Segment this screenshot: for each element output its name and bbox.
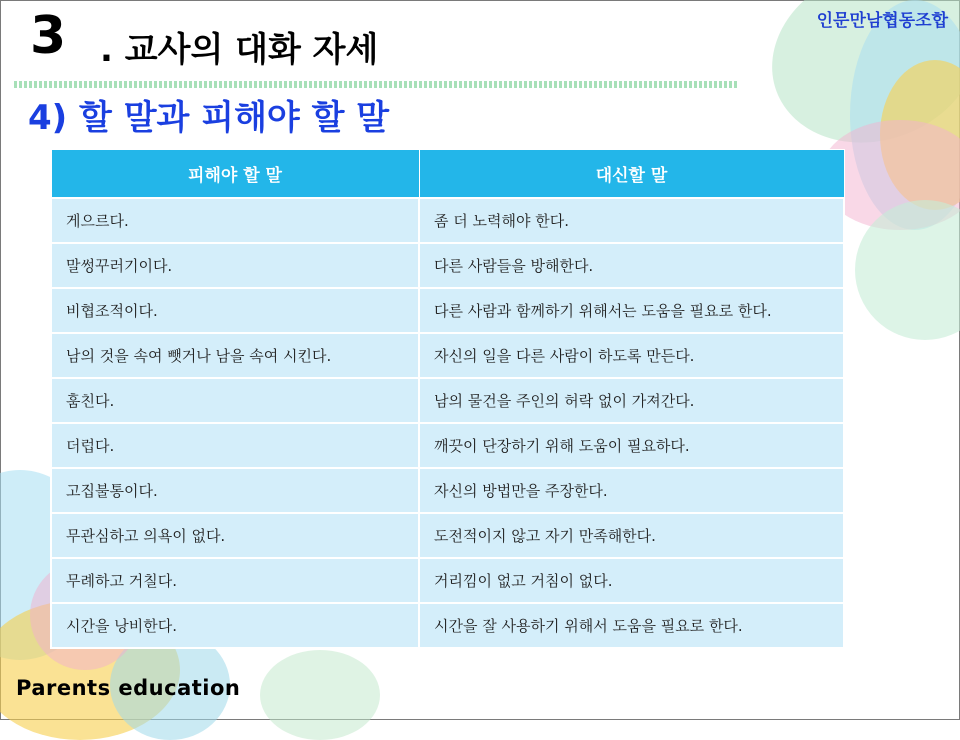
organization-name: 인문만남협동조합 bbox=[816, 11, 948, 31]
table-row bbox=[51, 423, 844, 468]
decorative-blob bbox=[260, 650, 380, 740]
table-row bbox=[51, 468, 844, 513]
table-row bbox=[51, 513, 844, 558]
page-subtitle: 4) 할 말과 피해야 할 말 bbox=[28, 98, 390, 138]
column-header-avoid: 피해야 할 말 bbox=[51, 150, 419, 199]
avoid-phrase-cell: 무관심하고 의욕이 없다. bbox=[51, 513, 419, 558]
page-title: . 교사의 대화 자세 bbox=[100, 30, 379, 70]
instead-phrase-cell: 자신의 일을 다른 사람이 하도록 만든다. bbox=[419, 333, 844, 378]
table-header-row bbox=[51, 150, 844, 199]
instead-phrase-cell: 남의 물건을 주인의 허락 없이 가져간다. bbox=[419, 378, 844, 423]
title-divider bbox=[14, 81, 738, 88]
avoid-phrase-cell: 훔친다. bbox=[51, 378, 419, 423]
instead-phrase-cell: 다른 사람들을 방해한다. bbox=[419, 243, 844, 288]
instead-phrase-cell: 좀 더 노력해야 한다. bbox=[419, 198, 844, 243]
avoid-phrase-cell: 비협조적이다. bbox=[51, 288, 419, 333]
table-row bbox=[51, 378, 844, 423]
table-row bbox=[51, 558, 844, 603]
avoid-phrase-cell: 게으르다. bbox=[51, 198, 419, 243]
instead-phrase-cell: 도전적이지 않고 자기 만족해한다. bbox=[419, 513, 844, 558]
table-row bbox=[51, 198, 844, 243]
instead-phrase-cell: 깨끗이 단장하기 위해 도움이 필요하다. bbox=[419, 423, 844, 468]
table-row bbox=[51, 333, 844, 378]
avoid-phrase-cell: 더럽다. bbox=[51, 423, 419, 468]
section-number: 3 bbox=[30, 6, 67, 66]
table-row bbox=[51, 243, 844, 288]
table-row bbox=[51, 603, 844, 648]
instead-phrase-cell: 자신의 방법만을 주장한다. bbox=[419, 468, 844, 513]
avoid-phrase-cell: 무례하고 거칠다. bbox=[51, 558, 419, 603]
avoid-phrase-cell: 말썽꾸러기이다. bbox=[51, 243, 419, 288]
table-row bbox=[51, 288, 844, 333]
column-header-instead: 대신할 말 bbox=[419, 150, 844, 199]
avoid-phrase-cell: 고집불통이다. bbox=[51, 468, 419, 513]
phrase-table bbox=[50, 149, 845, 649]
avoid-phrase-cell: 시간을 낭비한다. bbox=[51, 603, 419, 648]
instead-phrase-cell: 거리낌이 없고 거침이 없다. bbox=[419, 558, 844, 603]
instead-phrase-cell: 시간을 잘 사용하기 위해서 도움을 필요로 한다. bbox=[419, 603, 844, 648]
footer-label: Parents education bbox=[16, 676, 241, 700]
avoid-phrase-cell: 남의 것을 속여 뺏거나 남을 속여 시킨다. bbox=[51, 333, 419, 378]
instead-phrase-cell: 다른 사람과 함께하기 위해서는 도움을 필요로 한다. bbox=[419, 288, 844, 333]
